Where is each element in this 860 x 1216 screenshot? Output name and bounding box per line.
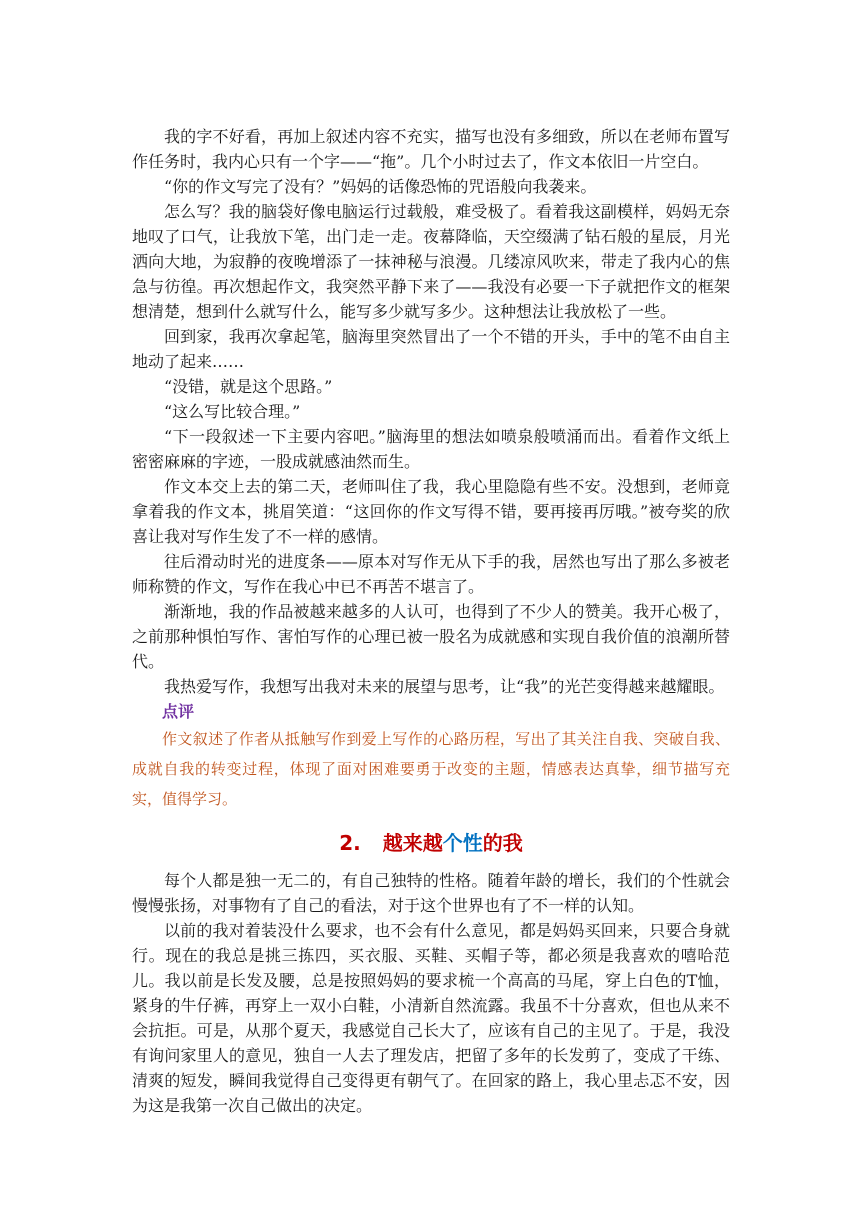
comment-body: 作文叙述了作者从抵触写作到爱上写作的心路历程，写出了其关注自我、突破自我、成就自我的转变过程，体现了面对困难要勇于改变的主题，情感表达真挚，细节描写充实，值得学习。 (132, 730, 730, 808)
essay-1-paragraph: 回到家，我再次拿起笔，脑海里突然冒出了一个不错的开头，手中的笔不由自主地动了起来…… (132, 327, 730, 371)
essay-1 (132, 124, 730, 699)
essay-1-paragraph: 往后滑动时光的进度条——原本对写作无从下手的我，居然也写出了那么多被老师称赞的作文，写作在我心中已不再苦不堪言了。 (132, 552, 730, 596)
document-page (132, 124, 730, 1118)
essay-1-paragraph: 渐渐地，我的作品被越来越多的人认可，也得到了不少人的赞美。我开心极了，之前那种惧怕写作、害怕写作的心理已被一股名为成就感和实现自我价值的浪潮所替代。 (132, 602, 730, 671)
essay-1-paragraph: “下一段叙述一下主要内容吧。”脑海里的想法如喷泉般喷涌而出。看着作文纸上密密麻麻的字迹，一股成就感油然而生。 (132, 427, 730, 471)
section-number: 2. (339, 831, 361, 855)
section-2-title (132, 828, 730, 858)
comment-label: 点评 (162, 702, 195, 721)
essay-1-paragraph: 我热爱写作，我想写出我对未来的展望与思考，让“我”的光芒变得越来越耀眼。 (164, 677, 725, 696)
essay-1-paragraph: “这么写比较合理。” (164, 402, 301, 421)
title-part-2: 个性 (442, 831, 483, 855)
essay-1-paragraph: 怎么写？我的脑袋好像电脑运行过载般，难受极了。看着我这副模样，妈妈无奈地叹了口气，让我放下笔，出门走一走。夜幕降临，天空缀满了钻石般的星辰，月光洒向大地，为寂静的夜晚增添了一抹神秘与浪漫。几缕凉风吹来，带走了我内心的焦急与彷徨。再次想起作文，我突然平静下来了——我没有必要一下子就把作文的框架想清楚，想到什么就写什么，能写多少就写多少。这种想法让我放松了一些。 (132, 202, 730, 321)
essay-2 (132, 868, 730, 1118)
essay-2-paragraph: 每个人都是独一无二的，有自己独特的性格。随着年龄的增长，我们的个性就会慢慢张扬，对事物有了自己的看法，对于这个世界也有了不一样的认知。 (132, 871, 730, 915)
essay-1-paragraph: “没错，就是这个思路。” (164, 377, 333, 396)
essay-1-paragraph: 作文本交上去的第二天，老师叫住了我，我心里隐隐有些不安。没想到，老师竟拿着我的作文本，挑眉笑道：“这回你的作文写得不错，要再接再厉哦。”被夸奖的欣喜让我对写作生发了不一样的感情。 (132, 477, 730, 546)
title-part-1: 越来越 (382, 831, 443, 855)
comment-block (132, 699, 730, 814)
essay-1-paragraph: “你的作文写完了没有？”妈妈的话像恐怖的咒语般向我袭来。 (164, 177, 597, 196)
essay-2-paragraph: 以前的我对着装没什么要求，也不会有什么意见，都是妈妈买回来，只要合身就行。现在的我总是挑三拣四，买衣服、买鞋、买帽子等，都必须是我喜欢的嘻哈范儿。我以前是长发及腰，总是按照妈妈的要求梳一个高高的马尾，穿上白色的T恤，紧身的牛仔裤，再穿上一双小白鞋，小清新自然流露。我虽不十分喜欢，但也从来不会抗拒。可是，从那个夏天，我感觉自己长大了，应该有自己的主见了。于是，我没有询问家里人的意见，独自一人去了理发店，把留了多年的长发剪了，变成了干练、清爽的短发，瞬间我觉得自己变得更有朝气了。在回家的路上，我心里忐忑不安，因为这是我第一次自己做出的决定。 (132, 921, 730, 1115)
title-part-3: 的我 (482, 831, 523, 855)
essay-1-paragraph: 我的字不好看，再加上叙述内容不充实，描写也没有多细致，所以在老师布置写作任务时，我内心只有一个字——“拖”。几个小时过去了，作文本依旧一片空白。 (132, 127, 730, 171)
